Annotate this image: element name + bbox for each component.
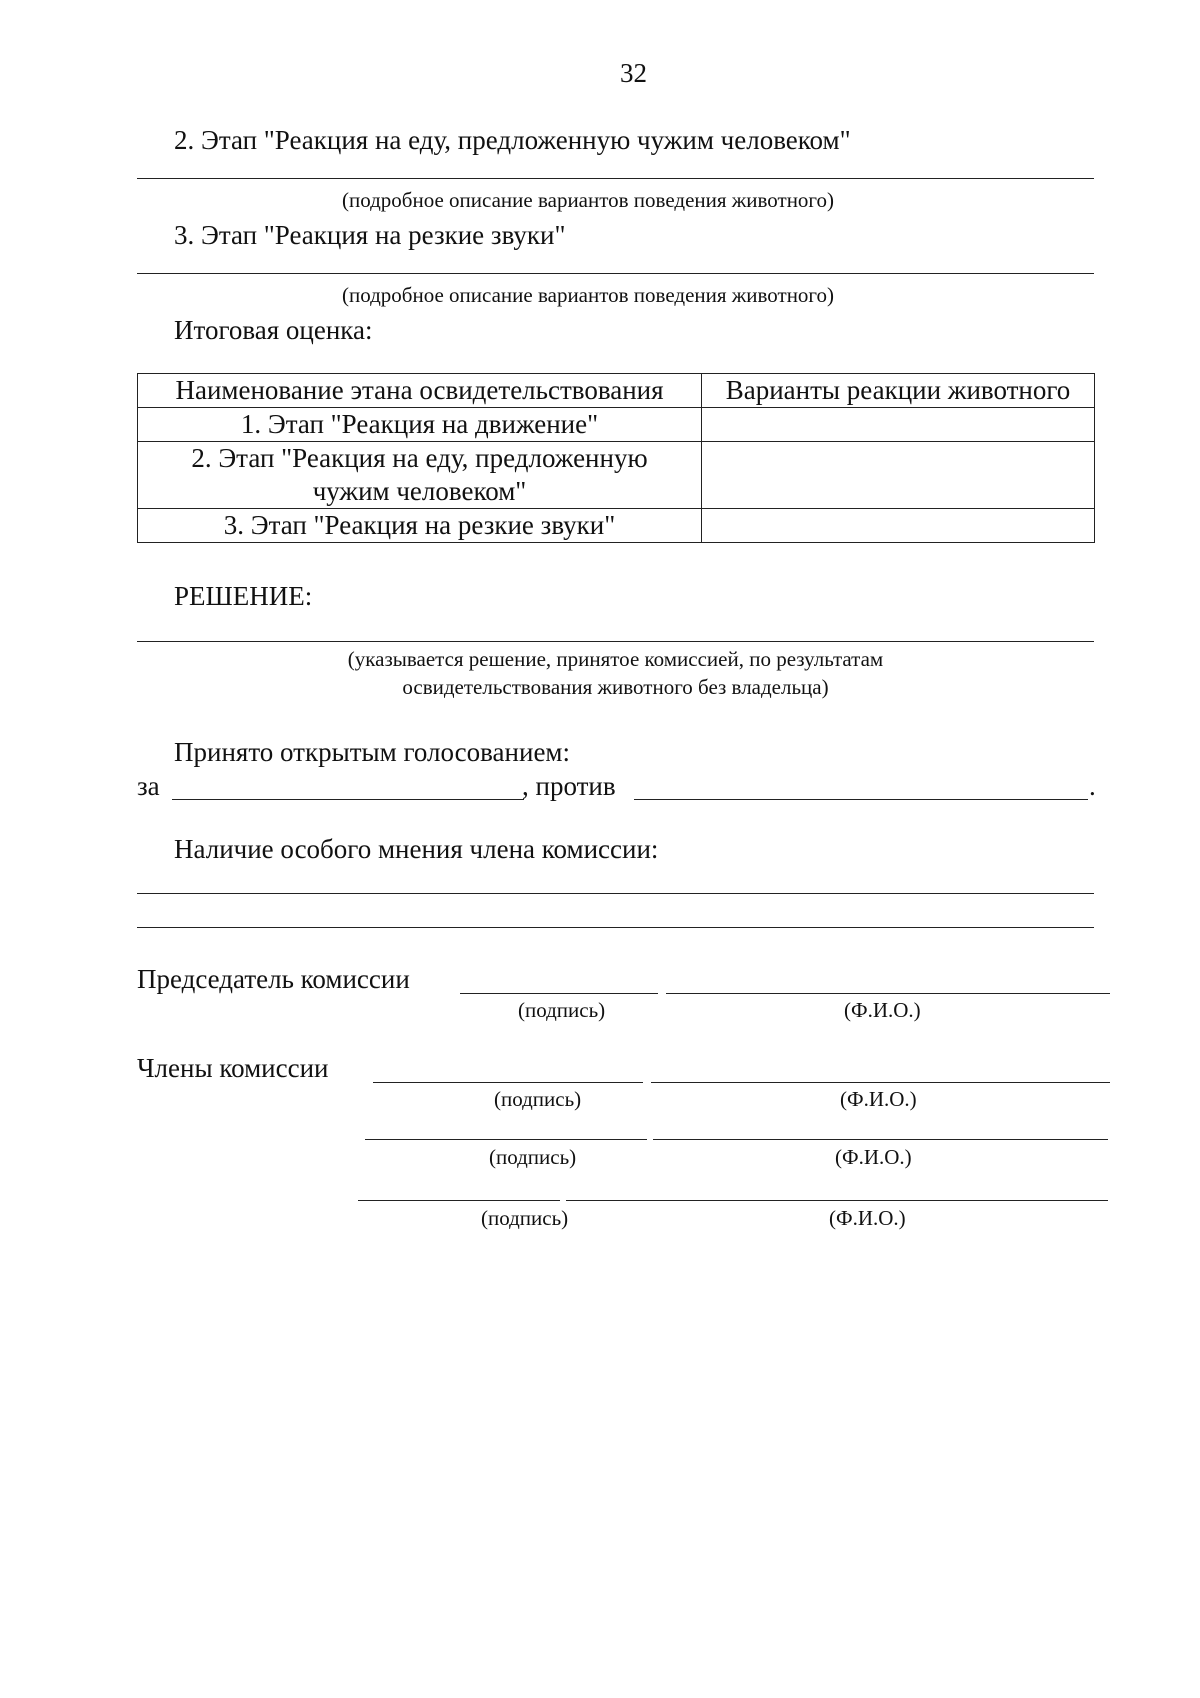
votes-against-label: , против xyxy=(522,771,616,801)
member2-name-line[interactable] xyxy=(653,1139,1108,1140)
summary-heading: Итоговая оценка: xyxy=(174,315,373,345)
stage-cell: 3. Этап "Реакция на резкие звуки" xyxy=(138,509,702,543)
decision-line[interactable] xyxy=(137,641,1094,642)
stage3-caption: (подробное описание вариантов поведения животного) xyxy=(342,283,835,307)
member2-signature-caption: (подпись) xyxy=(489,1145,577,1169)
chairman-signature-line[interactable] xyxy=(460,993,658,994)
dissent-heading: Наличие особого мнения члена комиссии: xyxy=(174,834,659,864)
decision-caption-line1: (указывается решение, принятое комиссией, по результатам xyxy=(347,647,884,671)
member3-name-line[interactable] xyxy=(566,1200,1108,1201)
table-header-row xyxy=(138,374,1095,408)
table-row xyxy=(138,408,1095,442)
chairman-label: Председатель комиссии xyxy=(137,964,410,994)
stage3-description-line[interactable] xyxy=(137,273,1094,274)
voting-heading: Принято открытым голосованием: xyxy=(174,737,571,767)
table-row xyxy=(138,509,1095,543)
stage3-heading: 3. Этап "Реакция на резкие звуки" xyxy=(174,220,566,250)
chairman-name-line[interactable] xyxy=(666,993,1110,994)
votes-against-line[interactable] xyxy=(634,799,1088,800)
member3-signature-caption: (подпись) xyxy=(481,1206,569,1230)
chairman-name-caption: (Ф.И.О.) xyxy=(844,998,921,1022)
members-label: Члены комиссии xyxy=(137,1053,329,1083)
stage-cell: 1. Этап "Реакция на движение" xyxy=(138,408,702,442)
summary-table xyxy=(137,373,1095,543)
decision-caption-line2: освидетельствования животного без владельца) xyxy=(402,675,829,699)
voting-end-mark: . xyxy=(1089,771,1096,801)
column-header-stage: Наименование этана освидетельствования xyxy=(138,374,702,408)
chairman-signature-caption: (подпись) xyxy=(518,998,606,1022)
page-number: 32 xyxy=(620,58,647,88)
stage2-caption: (подробное описание вариантов поведения животного) xyxy=(342,188,835,212)
member1-signature-caption: (подпись) xyxy=(494,1087,582,1111)
column-header-reaction: Варианты реакции животного xyxy=(702,374,1095,408)
decision-heading: РЕШЕНИЕ: xyxy=(174,581,313,611)
stage-cell: 2. Этап "Реакция на еду, предложенную чужим человеком" xyxy=(138,442,702,509)
reaction-cell[interactable] xyxy=(702,408,1095,442)
votes-for-line[interactable] xyxy=(172,799,524,800)
dissent-line-2[interactable] xyxy=(137,927,1094,928)
table-row xyxy=(138,442,1095,509)
reaction-cell[interactable] xyxy=(702,509,1095,543)
votes-for-label: за xyxy=(137,771,160,801)
member3-signature-line[interactable] xyxy=(358,1200,560,1201)
dissent-line-1[interactable] xyxy=(137,893,1094,894)
member2-signature-line[interactable] xyxy=(365,1139,647,1140)
member3-name-caption: (Ф.И.О.) xyxy=(829,1206,906,1230)
reaction-cell[interactable] xyxy=(702,442,1095,509)
member1-name-caption: (Ф.И.О.) xyxy=(840,1087,917,1111)
stage2-description-line[interactable] xyxy=(137,178,1094,179)
member1-signature-line[interactable] xyxy=(373,1082,643,1083)
member2-name-caption: (Ф.И.О.) xyxy=(835,1145,912,1169)
stage2-heading: 2. Этап "Реакция на еду, предложенную чужим человеком" xyxy=(174,125,851,155)
member1-name-line[interactable] xyxy=(651,1082,1110,1083)
